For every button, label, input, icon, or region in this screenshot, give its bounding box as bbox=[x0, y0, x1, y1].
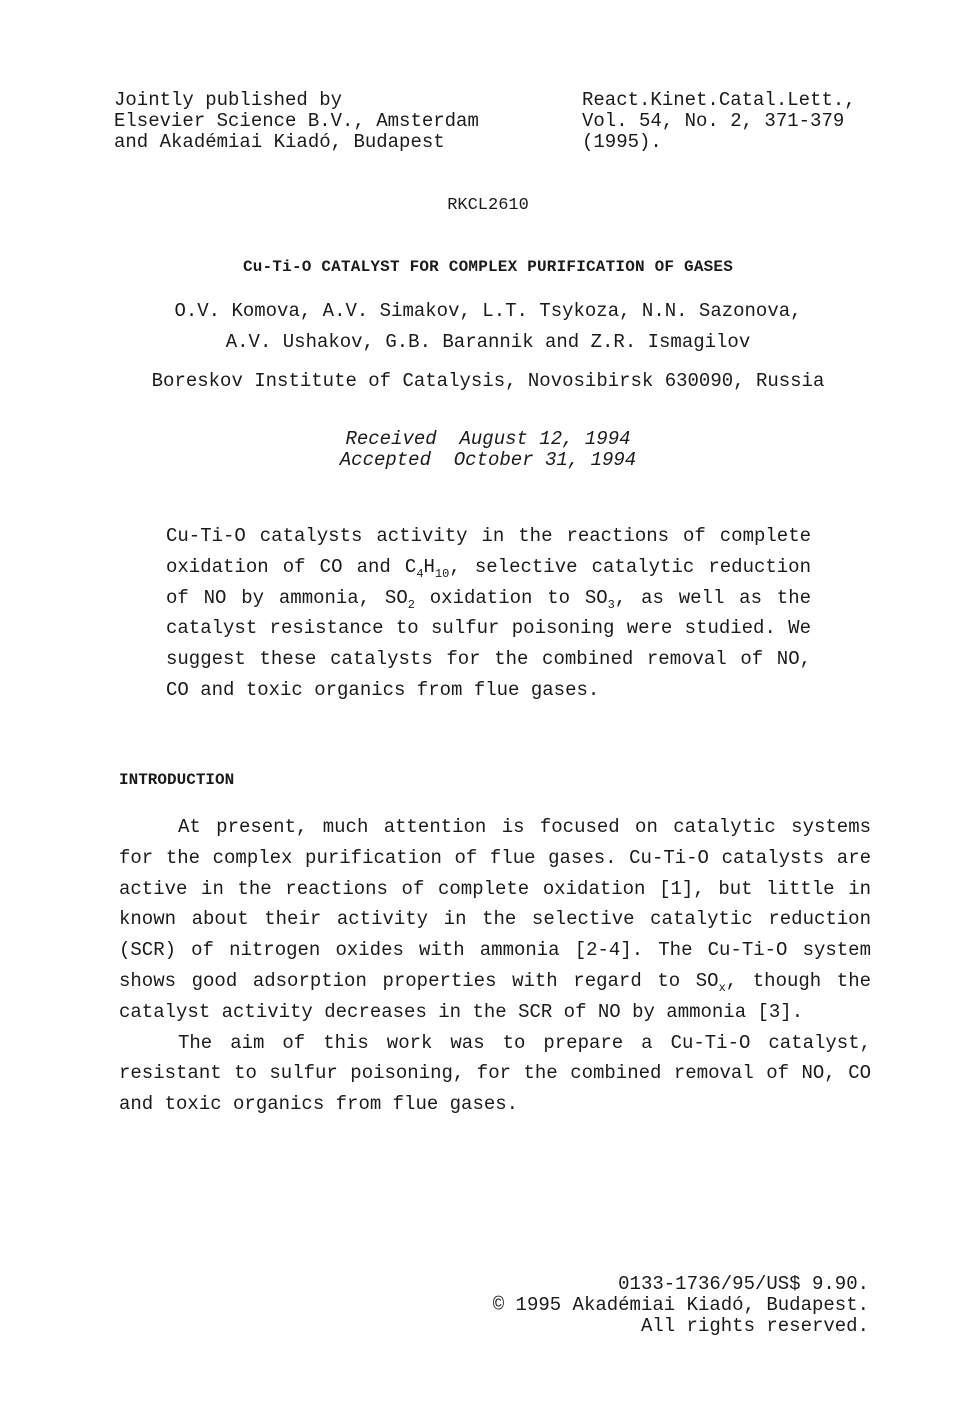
subscript: 10 bbox=[434, 566, 450, 581]
introduction-body bbox=[119, 812, 871, 1120]
section-heading: INTRODUCTION bbox=[119, 771, 235, 789]
journal-citation bbox=[582, 90, 856, 153]
subscript: 4 bbox=[416, 566, 424, 581]
publisher-line: and Akadémiai Kiadó, Budapest bbox=[114, 131, 445, 153]
issn-line: 0133-1736/95/US$ 9.90. bbox=[618, 1273, 869, 1295]
paragraph bbox=[119, 812, 871, 1028]
copyright-line: © 1995 Akadémiai Kiadó, Budapest. bbox=[492, 1294, 869, 1316]
abstract-text: oxidation to SO bbox=[414, 586, 608, 609]
abstract bbox=[166, 521, 811, 706]
rights-line: All rights reserved. bbox=[640, 1315, 869, 1337]
abstract-text: Cu-Ti-O catalysts activity in the reactions of complete oxidation of CO and C bbox=[166, 525, 811, 578]
article-title: Cu-Ti-O CATALYST FOR COMPLEX PURIFICATION OF GASES bbox=[242, 258, 734, 276]
paragraph: The aim of this work was to prepare a Cu-Ti-O catalyst, resistant to sulfur poisoning, for the combined removal of NO, CO and toxic organics from flue gases. bbox=[119, 1031, 871, 1116]
affiliation: Boreskov Institute of Catalysis, Novosibirsk 630090, Russia bbox=[151, 370, 825, 392]
paragraph-text: At present, much attention is focused on catalytic systems for the complex purification of flue gases. Cu-Ti-O catalysts are active in the reactions of complete oxidation [1], but little in known about their activity in the selective catalytic reduction (SCR) of nitrogen oxides with ammonia [2-4]. The Cu-Ti-O system shows good adsorption properties with regard to SO bbox=[119, 816, 871, 992]
authors bbox=[0, 296, 976, 358]
footer bbox=[493, 1274, 869, 1337]
received-date: Received August 12, 1994 bbox=[345, 428, 631, 450]
subscript: 3 bbox=[607, 597, 615, 612]
publisher-line: Jointly published by bbox=[114, 89, 343, 111]
subscript: 2 bbox=[407, 597, 415, 612]
subscript: x bbox=[718, 980, 726, 995]
abstract-text: H bbox=[423, 555, 435, 578]
citation-line: React.Kinet.Catal.Lett., bbox=[582, 89, 856, 111]
abstract-text: , selective catalytic reduction of NO by ammonia, SO bbox=[166, 555, 811, 609]
paragraph-text: , though the catalyst activity decreases in the SCR of NO by ammonia [3]. bbox=[119, 969, 872, 1023]
publisher-line: Elsevier Science B.V., Amsterdam bbox=[114, 110, 479, 132]
accepted-date: Accepted October 31, 1994 bbox=[339, 449, 637, 471]
citation-line: Vol. 54, No. 2, 371-379 bbox=[582, 110, 845, 132]
article-code: RKCL2610 bbox=[447, 196, 529, 215]
abstract-text: , as well as the catalyst resistance to sulfur poisoning were studied. We suggest these catalysts for the combined removal of NO, CO and toxic organics from flue gases. bbox=[166, 586, 812, 701]
citation-line: (1995). bbox=[582, 131, 662, 153]
authors-line: O.V. Komova, A.V. Simakov, L.T. Tsykoza, N.N. Sazonova, bbox=[174, 300, 802, 322]
publisher-info bbox=[114, 90, 479, 153]
authors-line: A.V. Ushakov, G.B. Barannik and Z.R. Ismagilov bbox=[225, 331, 751, 353]
dates bbox=[0, 429, 976, 471]
